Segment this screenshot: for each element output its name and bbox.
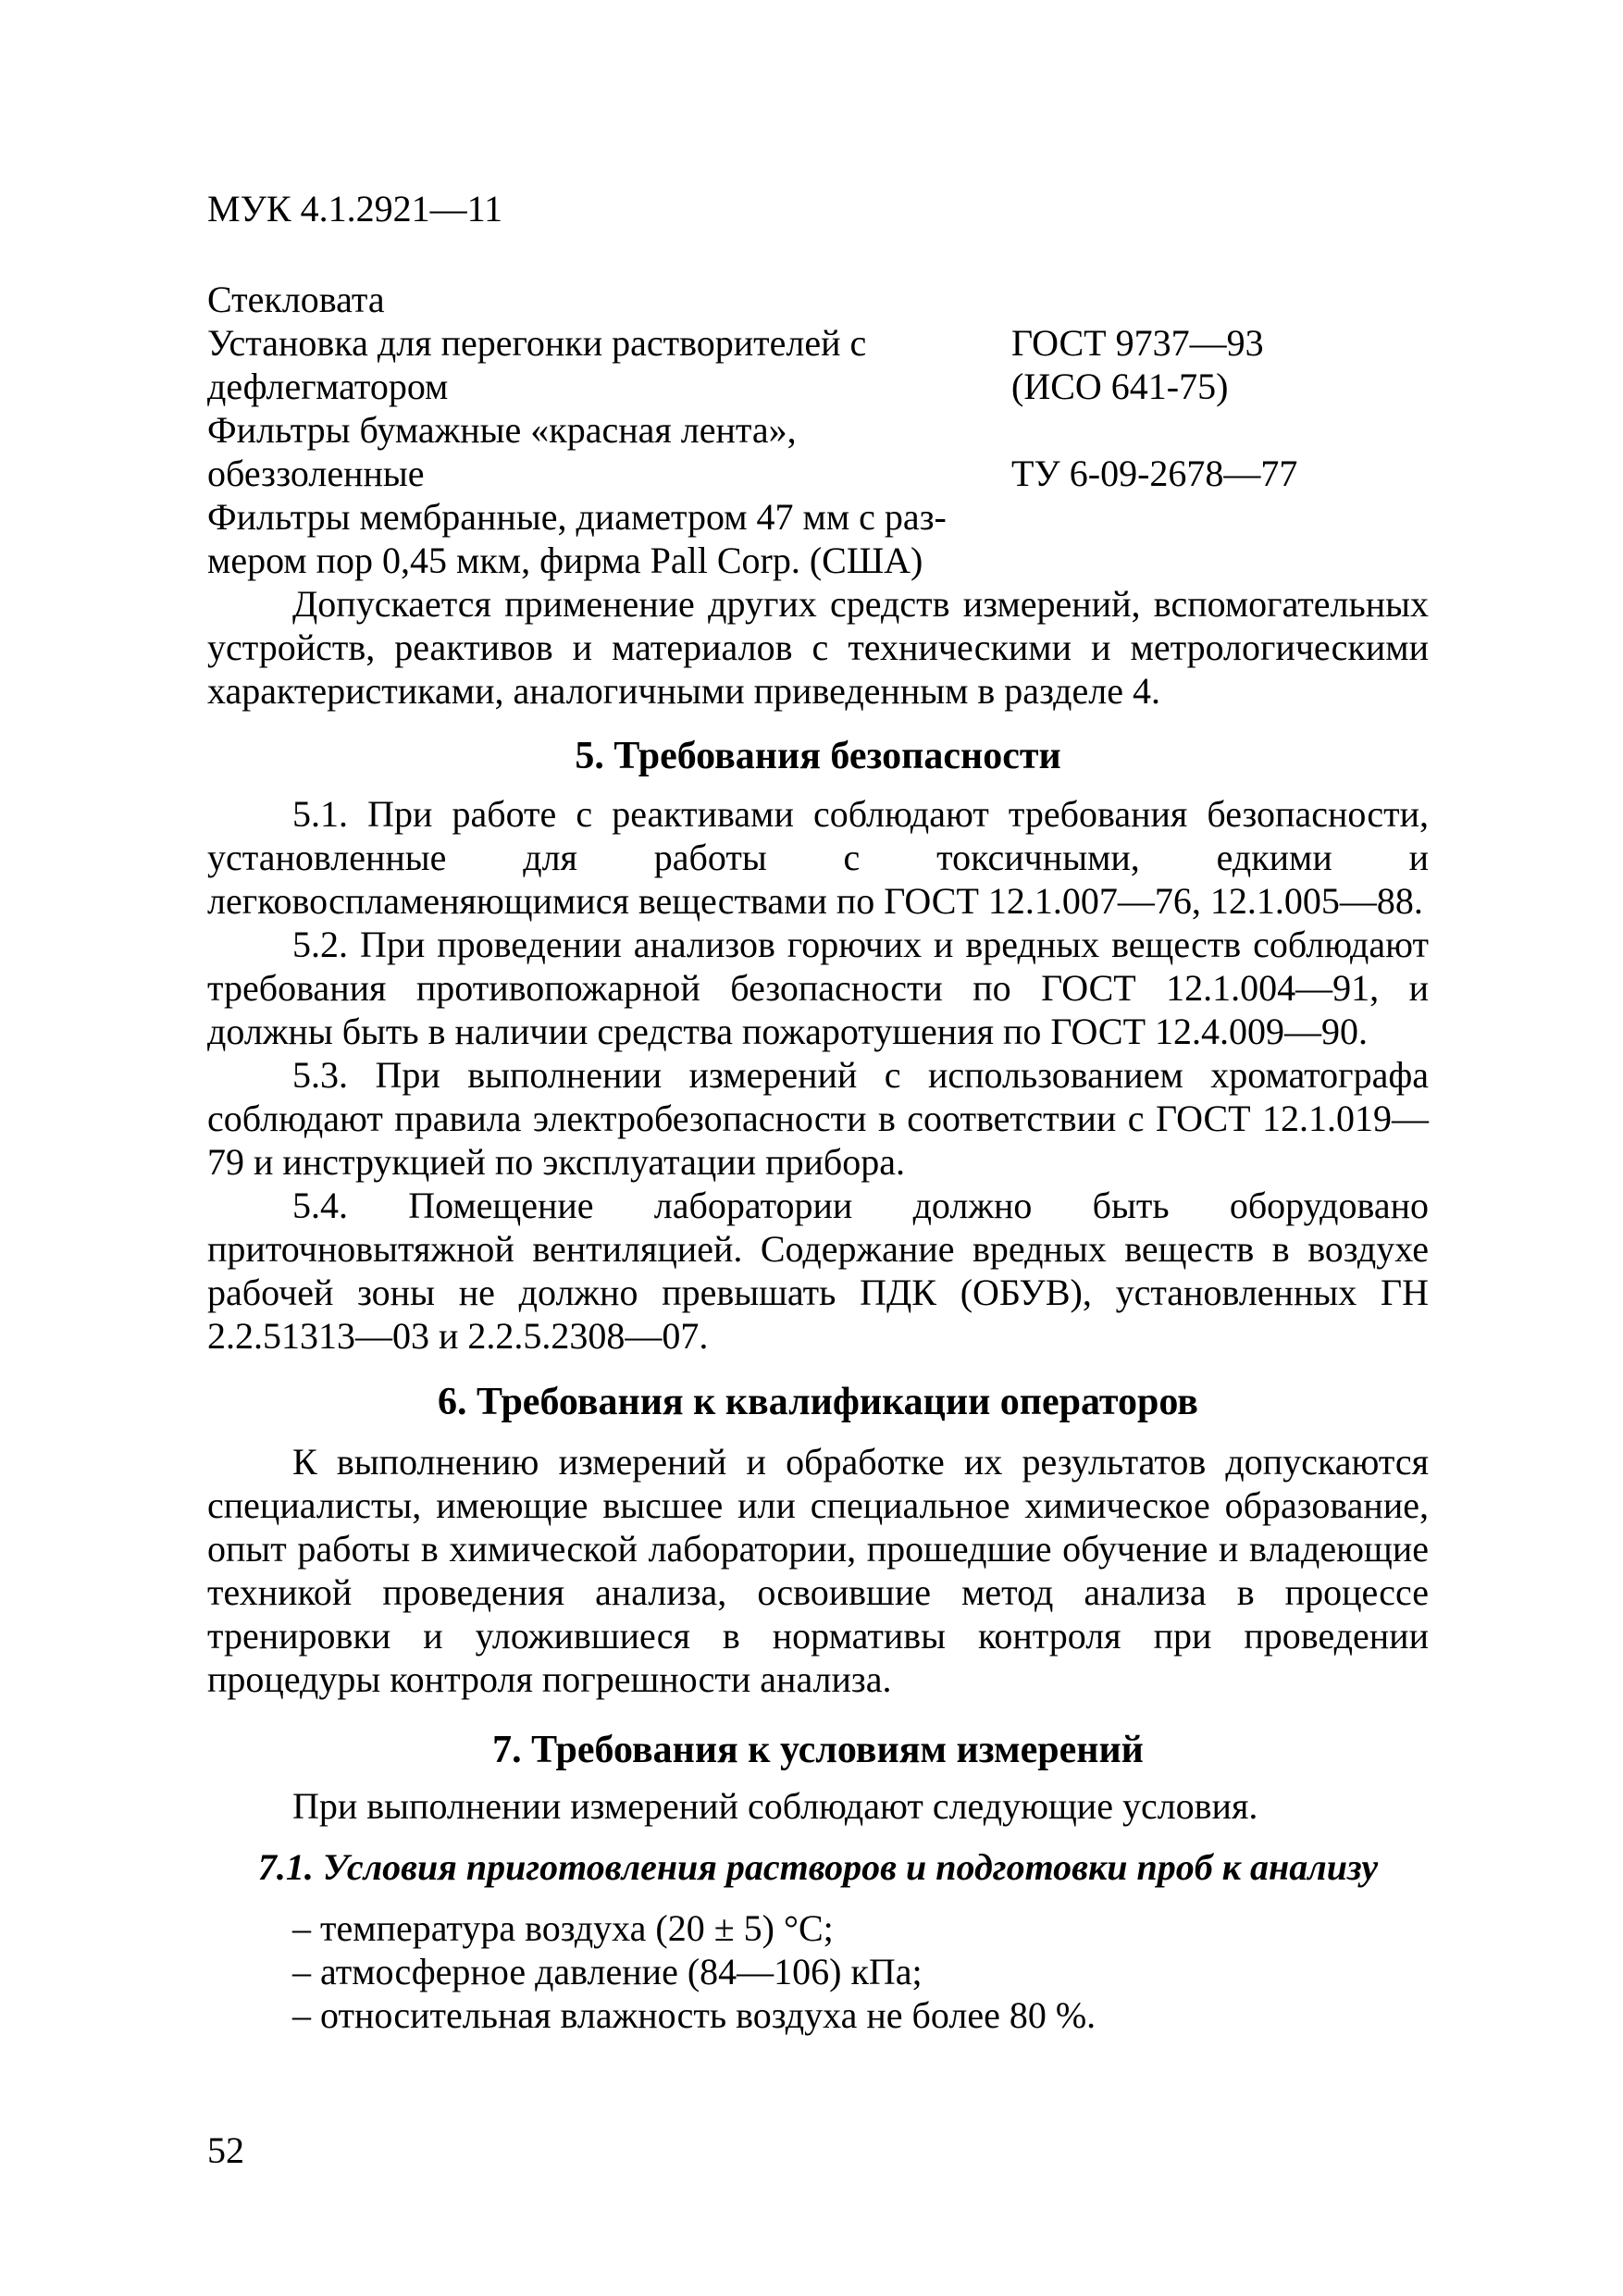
section-6-heading: 6. Требования к квалификации операторов xyxy=(438,1381,1198,1423)
paragraph-6: К выполнению измерений и обработке их результатов допускаются специалисты, имеющие высшее или специальное химическое образование, опыт работы в химической лаборатории, прошедшие обучение и владеющие техникой проведения анализа, освоившие метод анализа в процессе тренировки и уложившиеся в нормативы контроля при проведении процедуры контроля погрешности анализа. xyxy=(207,1441,1429,1700)
condition-item: – атмосферное давление (84—106) кПа; xyxy=(292,1951,923,1992)
subsection-7-1-heading: 7.1. Условия приготовления растворов и подготовки проб к анализу xyxy=(257,1846,1379,1888)
paragraph-5-2: 5.2. При проведении анализов горючих и вредных веществ соблюдают требования противопожарной безопасности по ГОСТ 12.1.004—91, и должны быть в наличии средства пожаротушения по ГОСТ 12.4.009—90. xyxy=(207,924,1429,1052)
material-name-line: Фильтры мембранные, диаметром 47 мм с раз- xyxy=(207,496,947,538)
material-name-line: Фильтры бумажные «красная лента», xyxy=(207,409,797,451)
section-7-intro: При выполнении измерений соблюдают следующие условия. xyxy=(292,1785,1258,1827)
document-code: МУК 4.1.2921—11 xyxy=(207,188,503,230)
section-5-heading: 5. Требования безопасности xyxy=(575,735,1061,777)
material-standard: ТУ 6-09-2678—77 xyxy=(1011,453,1298,494)
material-standard: (ИСО 641-75) xyxy=(1011,366,1229,407)
section-6-body xyxy=(207,1440,1429,1701)
condition-item: – относительная влажность воздуха не более 80 %. xyxy=(292,1994,1096,2036)
material-name-line: обеззоленные xyxy=(207,453,425,494)
paragraph-5-3: 5.3. При выполнении измерений с использованием хроматографа соблюдают правила электробезопасности в соответствии с ГОСТ 12.1.019—79 и инструкцией по эксплуатации прибора. xyxy=(207,1054,1429,1183)
material-name-line: мером пор 0,45 мкм, фирма Pall Corp. (США) xyxy=(207,540,923,581)
paragraph: Допускается применение других средств измерений, вспомогательных устройств, реактивов и материалов с техническими и метрологическими характеристиками, аналогичными приведенным в разделе 4. xyxy=(207,583,1429,712)
paragraph-5-4: 5.4. Помещение лаборатории должно быть оборудовано приточновытяжной вентиляцией. Содержание вредных веществ в воздухе рабочей зоны не должно превышать ПДК (ОБУВ), установленных ГН 2.2.51313—03 и 2.2.5.2308—07. xyxy=(207,1185,1429,1357)
section-7-heading: 7. Требования к условиям измерений xyxy=(492,1729,1144,1771)
materials-note xyxy=(207,582,1429,713)
condition-item: – температура воздуха (20 ± 5) °С; xyxy=(292,1907,834,1949)
material-name-line: Стекловата xyxy=(207,279,385,320)
material-name-line: Установка для перегонки растворителей с xyxy=(207,322,867,364)
section-5-body xyxy=(207,792,1429,1358)
material-name-line: дефлегматором xyxy=(207,366,449,407)
material-standard: ГОСТ 9737—93 xyxy=(1011,322,1264,364)
page-number: 52 xyxy=(207,2129,244,2171)
section-7-intro-block xyxy=(207,1784,1429,1828)
paragraph-5-1: 5.1. При работе с реактивами соблюдают требования безопасности, установленные для работы с токсичными, едкими и легковоспламеняющимися веществами по ГОСТ 12.1.007—76, 12.1.005—88. xyxy=(207,793,1429,922)
